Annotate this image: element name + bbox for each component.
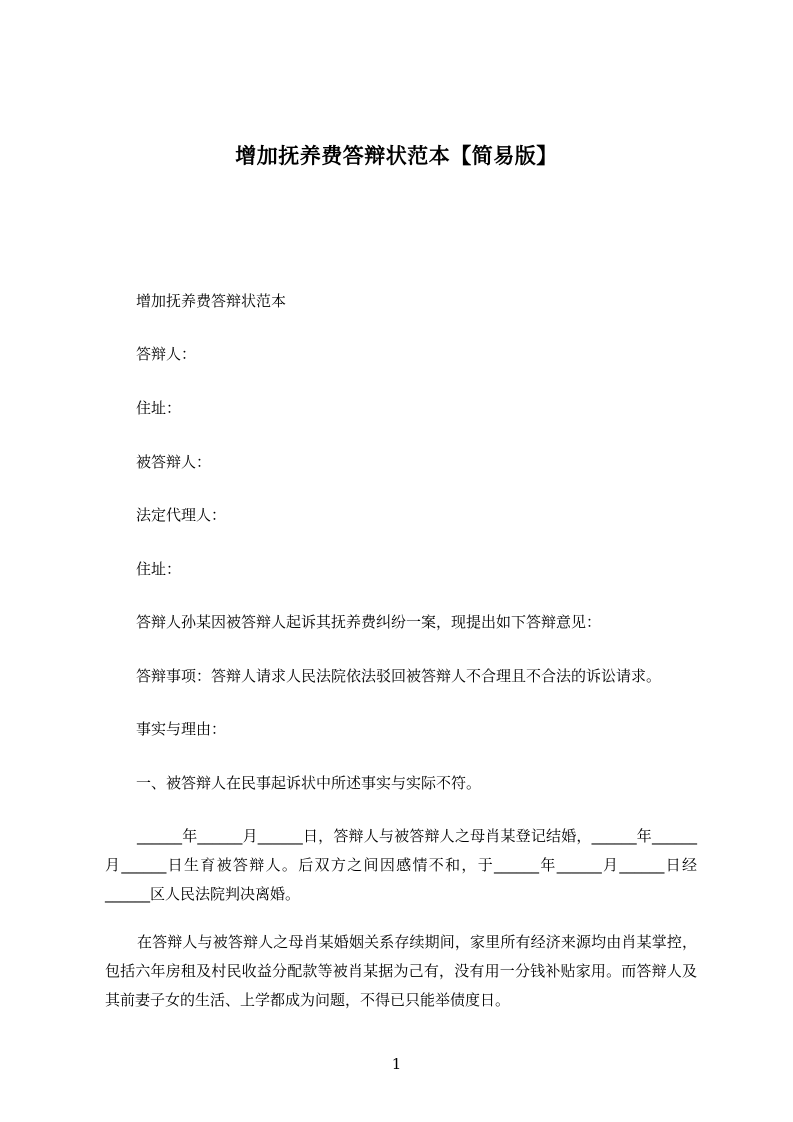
address-line: 住址： (136, 399, 182, 417)
plaintiff-line: 被答辩人： (136, 453, 212, 471)
facts-heading: 事实与理由： (136, 720, 227, 738)
defense-items-line: 答辩事项：答辩人请求人民法院依法驳回被答辩人不合理且不合法的诉讼请求。 (136, 667, 662, 685)
document-title: 增加抚养费答辩状范本【简易版】 (235, 144, 558, 168)
point-one-line: 一、被答辩人在民事起诉状中所述事实与实际不符。 (136, 774, 482, 792)
paragraph-marriage: ______年______月______日，答辩人与被答辩人之母肖某登记结婚，______年______月______日生育被答辩人。后双方之间因感情不和，于______年______月______日经______区人民法院判决离婚。 (105, 827, 697, 903)
address-line-2: 住址： (136, 560, 182, 578)
respondent-line: 答辩人： (136, 345, 197, 363)
legal-representative-line: 法定代理人： (136, 506, 227, 524)
statement-line: 答辩人孙某因被答辩人起诉其抚养费纠纷一案，现提出如下答辩意见： (136, 613, 602, 631)
subtitle-line: 增加抚养费答辩状范本 (136, 292, 287, 310)
page-number: 1 (391, 1055, 402, 1073)
paragraph-finances: 在答辩人与被答辩人之母肖某婚姻关系存续期间，家里所有经济来源均由肖某掌控，包括六年房租及村民收益分配款等被肖某据为己有，没有用一分钱补贴家用。而答辩人及其前妻子女的生活、上学都成为问题，不得已只能举债度日。 (105, 933, 697, 1009)
